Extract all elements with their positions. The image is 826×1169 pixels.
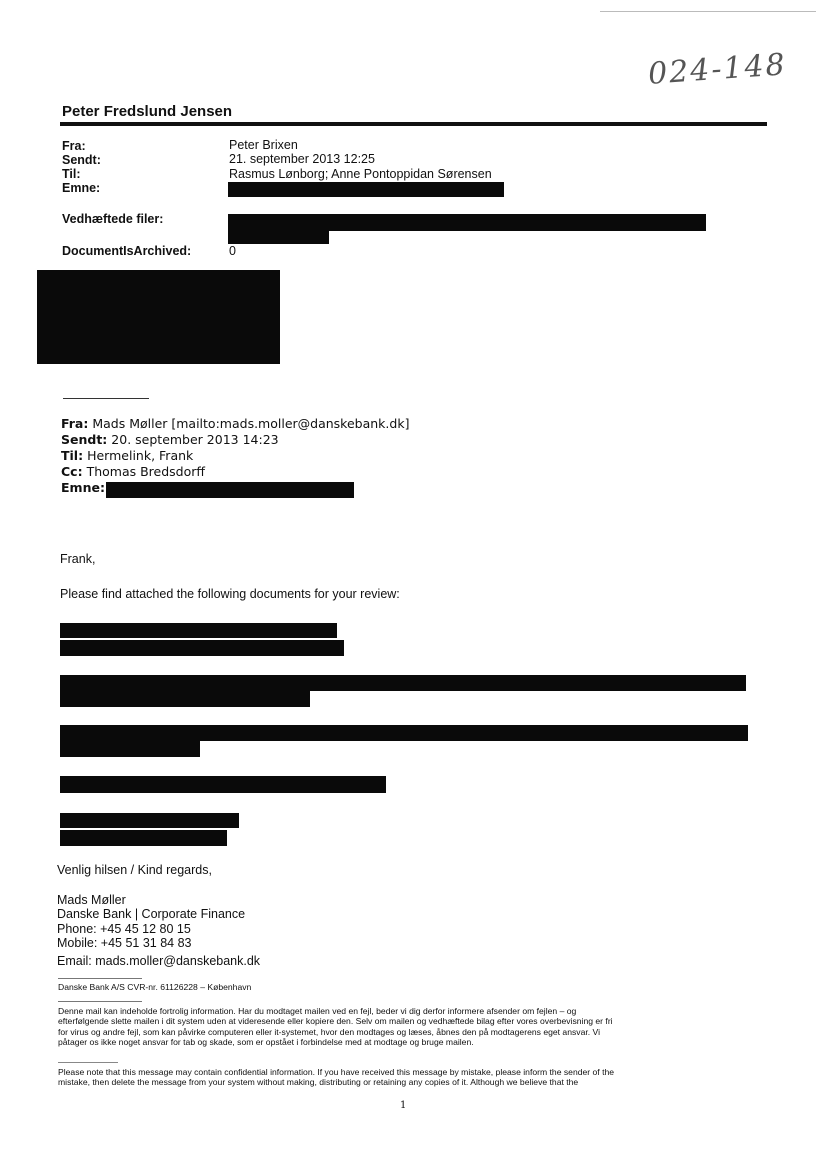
forward-sent: Sendt: 20. september 2013 14:23	[61, 432, 279, 447]
signature-phone: Phone: +45 45 12 80 15	[57, 922, 191, 936]
redacted-doc-4	[60, 776, 386, 793]
forward-subject: Emne:	[61, 480, 105, 495]
footer-rule-1	[58, 978, 142, 979]
redacted-doc-2b	[60, 691, 310, 707]
forward-cc: Cc: Thomas Bredsdorff	[61, 464, 206, 479]
footer-disclaimer-en: Please note that this message may contain confidential information. If you have received this message by mistake, please inform the sender of the mistake, then delete the message from your system without making, distributing or retaining any copies of it. Although we believe that the	[58, 1067, 615, 1088]
signature-company: Danske Bank | Corporate Finance	[57, 907, 246, 921]
archived-value: 0	[229, 244, 236, 258]
redacted-subject	[228, 182, 504, 197]
attachments-label: Vedhæftede filer:	[62, 212, 164, 226]
redacted-doc-1b	[60, 640, 344, 656]
redacted-doc-1a	[60, 623, 337, 638]
handwritten-reference-note: 024-148	[646, 47, 788, 92]
forward-from: Fra: Mads Møller [mailto:mads.moller@danskebank.dk]	[61, 416, 410, 431]
redacted-doc-5a	[60, 813, 239, 828]
signature-name: Mads Møller	[57, 893, 126, 907]
redacted-doc-5b	[60, 830, 227, 846]
signature-email: Email: mads.moller@danskebank.dk	[57, 954, 261, 968]
redacted-doc-3b	[60, 741, 200, 757]
footer-rule-3	[58, 1062, 118, 1063]
redacted-doc-3a	[60, 725, 748, 741]
footer-cvr: Danske Bank A/S CVR-nr. 61126228 – København	[58, 982, 252, 992]
page-number: 1	[400, 1100, 407, 1111]
forward-to: Til: Hermelink, Frank	[61, 448, 194, 463]
header-to-value: Rasmus Lønborg; Anne Pontoppidan Sørensen	[229, 167, 492, 181]
intro-text: Please find attached the following documents for your review:	[60, 587, 400, 601]
redacted-attachments-line-2	[228, 230, 329, 244]
redacted-doc-2a	[60, 675, 746, 691]
header-from-value: Peter Brixen	[229, 138, 298, 152]
header-to-label: Til:	[62, 167, 81, 181]
page-title: Peter Fredslund Jensen	[62, 103, 233, 120]
header-sent-value: 21. september 2013 12:25	[229, 152, 375, 166]
signature-mobile: Mobile: +45 51 31 84 83	[57, 936, 192, 950]
header-sent-label: Sendt:	[62, 153, 101, 167]
archived-label: DocumentIsArchived:	[62, 244, 192, 258]
header-from-label: Fra:	[62, 139, 86, 153]
greeting: Frank,	[60, 552, 96, 566]
closing: Venlig hilsen / Kind regards,	[57, 863, 212, 877]
redacted-forward-subject	[106, 482, 354, 498]
redacted-block	[37, 270, 280, 364]
separator-line	[63, 398, 149, 399]
header-subject-label: Emne:	[62, 181, 101, 195]
scan-edge-line	[600, 11, 816, 12]
footer-disclaimer-da: Denne mail kan indeholde fortrolig information. Har du modtaget mailen ved en fejl, beder vi dig derfor informere afsender om fejlen – og efterfølgende slette mailen i dit system uden at videresende eller kopiere den. Selv om mailen og vedhæftede bilag efter vores overbevisning er fri for virus og andre fejl, som kan påvirke computeren eller it-systemet, hvor den modtages og læses, åbnes den på modtagerens eget ansvar. Vi påtager os ikke noget ansvar for tab og skade, som er opstået i forbindelse med at modtage og bruge mailen.	[58, 1006, 613, 1048]
footer-rule-2	[58, 1001, 142, 1002]
redacted-attachments-line-1	[228, 214, 706, 231]
title-rule	[60, 122, 767, 126]
